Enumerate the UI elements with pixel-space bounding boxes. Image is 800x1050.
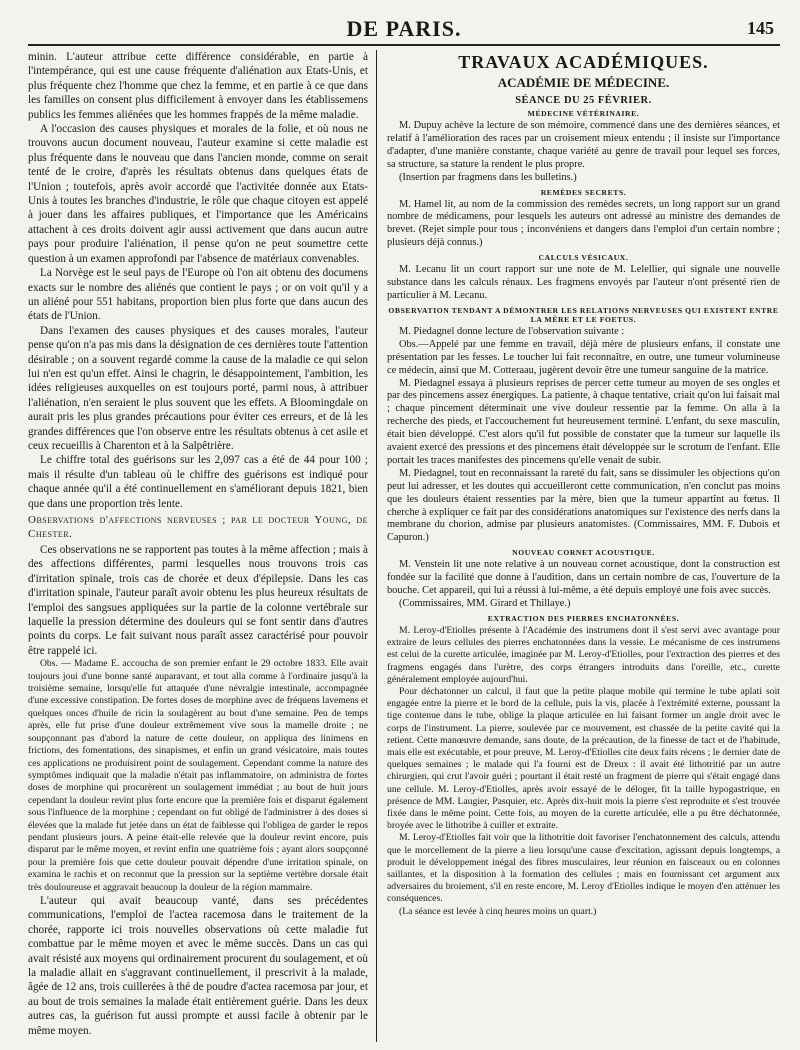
paragraph: L'auteur qui avait beaucoup vanté, dans ses précédentes communications, l'emploi de l'actea racemosa dans le traitement de la chorée, rapporte ici trois nouvelles observations où cette maladie fut combattue par le même moyen et avec le même succès. Dans un cas qui avait résisté aux moyens qui ordinairement procurent du soulagement, et où la maladie allait en s'aggravant continuellement, il prescrivit à la malade, âgée de 12 ans, trois cuillerées à thé de poudre d'actea racemosa par jour, et au bout de trois semaines la malade était entièrement guérie. Dans les deux autres cas, la guérison fut aussi prompte et aussi facile à obtenir par le même moyen. [28,894,368,1037]
paragraph: M. Piedagnel essaya à plusieurs reprises de percer cette tumeur au moyen de ses ongles et par des pincemens assez énergiques. La patiente, à chaque tentative, criait qu'on lui faisait mal ; chaque pincement déterminait une vive douleur ressentie par la femme. On alla à la recherche des pieds, et l'accouchement fut heureusement terminé. L'enfant, du sexe masculin, était bien développé. C'est alors qu'il fut possible de constater que la tumeur sur laquelle ils avaient exercé des pressions et des pincemens était développée sur le scrotum de l'enfant. Elle portait les traces manifestes des pincemens qu'elle venait de subir. [386,377,780,466]
paragraph: M. Leroy-d'Etiolles présente à l'Académie des instrumens dont il s'est servi avec avantage pour extraire de leurs cellules des pierres enchatonnées dans la vessie. Le mécanisme de ces instrumens est celui de la curette articulée, imaginée par M. Leroy-d'Etiolles, pour l'extraction des pierres et des fragmens engagés dans l'urètre, des corps étrangers introduits dans l'oreille, etc., curette généralement employée aujourd'hui. [386,624,780,685]
paragraph: M. Hamel lit, au nom de la commission des remèdes secrets, un long rapport sur un grand nombre de médicamens, pour lesquels les auteurs ont adressé au ministre des demandes de brevet. (Rejet simple pour tous ; inconvéniens et dangers dans l'emploi d'un certain nombre ; plusieurs déjà connus.) [386,198,780,249]
paragraph: M. Piedagnel, tout en reconnaissant la rareté du fait, sans se dissimuler les objections qu'on peut lui adresser, et les doutes qui accueilleront cette communication, n'en conclut pas moins que les douleurs étaient ressenties par la mère, bien que la tumeur appartînt au fœtus. Il cherche à expliquer ce fait par des considérations anatomiques sur l'existence des nerfs dans la membrane du chorion, admise par plusieurs anatomistes. (Commissaires, MM. F. Dubois et Capuron.) [386,467,780,544]
section-title: TRAVAUX ACADÉMIQUES. [458,52,709,72]
paragraph: (Insertion par fragmens dans les bulletins.) [398,171,577,183]
subsection-heading: OBSERVATION TENDANT A DÉMONTRER LES RELATIONS NERVEUSES QUI EXISTENT ENTRE LA MÈRE ET LE FOETUS. [388,305,779,324]
paragraph: minin. L'auteur attribue cette différence considérable, en partie à l'intempérance, qui est une cause fréquente d'aliénation aux Etats-Unis, et plus fréquente chez l'homme que chez la femme, et en partie à ce que dans les familles on consent plus difficilement à envoyer dans les établissemens publics les femmes aliénées que les hommes frappés de la même maladie. [28,51,368,121]
paragraph: Ces observations ne se rapportent pas toutes à la même affection ; mais à des affections différentes, parmi lesquelles nous trouvons trois cas d'irritation spinale, trois cas de chorée et deux d'épilepsie. Dans les cas d'irritation spinale, l'auteur paraît avoir obtenu les plus heureux résultats de l'emploi des sangsues appliquées sur la partie de la colonne vertébrale sur laquelle la pression détermine des douleurs qui se font sentir dans d'autres points du corps. Le fait suivant nous paraît assez caractérisé pour pouvoir être rappelé ici. [28,544,368,657]
paragraph: Dans l'examen des causes physiques et des causes morales, l'auteur pense qu'on n'a pas mis dans la désignation de ces dernières toute l'attention désirable ; on a souvent regardé comme la cause de la maladie ce qui selon lui n'en est qu'un effet. Ainsi le chagrin, le désappointement, l'ambition, les idées religieuses auxquelles on est toujours porté, parmi nous, à attribuer l'aliénation, n'en seraient le plus souvent que les effets. A Bloomingdale on aurait pris les plus grandes précautions pour éviter ces erreurs, et de là les grandes différences que l'on observe entre les résultats obtenus à cet asile et ceux recueillis à Charenton et à la Salpêtrière. [28,324,368,452]
paragraph: Pour déchatonner un calcul, il faut que la petite plaque mobile qui termine le tube aplati soit engagée entre la pierre et le bord de la cellule, puis la vis, placée à l'extrémité externe, poussant la tige contenue dans le tube, oblige la plaque articulée en lui faisant former un angle droit avec le corps de l'instrument. La pierre, soulevée par ce mouvement, est chassée de la petite cavité qui la retient. Cette manœuvre demande, sans doute, de la précaution, de la finesse de tact et de l'habitude, mais elle est exécutable, et pour preuve, M. Leroy-d'Etiolles cite deux faits récens ; le dernier date de quelques semaines ; le malade qui l'a fourni est de Dreux : il avait été lithotritié par un autre chirurgien, qui crut l'avoir guéri ; pourtant il était resté un fragment de pierre qui s'était engagé dans une cellule. M. Leroy-d'Etiolles, après avoir essayé de le déloger, fit la taille hypogastrique, en présence de MM. Laugier, Pasquier, etc. Après dix-huit mois la pierre s'est reproduite et s'est trouvée fixée dans le même point. Cette fois, au moyen de la curette articulée, elle a pu être déchatonnée, broyée avec le lithotribe à cuiller et extraite. [386,685,780,832]
page-header [28,14,780,46]
page-number: 145 [747,18,774,38]
subsection-heading: NOUVEAU CORNET ACOUSTIQUE. [512,548,655,558]
paragraph: (Commissaires, MM. Girard et Thillaye.) [398,598,571,609]
paragraph: M. Piedagnel donne lecture de l'observation suivante : [398,325,625,337]
paragraph: M. Leroy-d'Etiolles fait voir que la lithotritie doit favoriser l'enchatonnement des calculs, attendu que le morcellement de la pierre a lieu lorsqu'une cause d'excitation, agissant depuis longtemps, a produit le développement inégal des fibres musculaires, leur réunion en faisceaux ou en colonnes saillantes, et la disposition à la formation des cellules ; mais en fournissant cet argument aux adversaires du broiement, s'il en reste encore, M. Leroy d'Etiolles indique le moyen d'en atténuer les conséquences. [386,832,780,905]
paragraph: M. Dupuy achève la lecture de son mémoire, commencé dans une des dernières séances, et relatif à l'amélioration des races par un croisement mieux entendu ; il insiste sur l'importance d'adapter, d'une manière constante, chaque variété au genre de travail pour lequel ses forces, sa structure, sa stature la rendent le plus propre. [386,120,780,170]
paragraph: Obs.—Appelé par une femme en travail, déjà mère de plusieurs enfans, il constate une présentation par les fesses. Le toucher lui fait reconnaître, en outre, une tumeur volumineuse ce médecin, ainsi que M. Cotteraau, jugèrent devoir être une tumeur sanguine de la matrice. [386,338,780,376]
paragraph: (La séance est levée à cinq heures moins un quart.) [398,905,597,917]
section-subtitle: ACADÉMIE DE MÉDECINE. [497,75,670,90]
paragraph: M. Lecanu lit un court rapport sur une note de M. Lelellier, qui signale une nouvelle substance dans les calculs rénaux. Les fragmens envoyés par l'auteur n'ont présenté rien de particulier à M. Lecanu. [386,264,780,301]
columns [28,50,780,1042]
observations-title: Observations d'affections nerveuses ; par le docteur Young, de Chester. [28,514,368,540]
left-column [28,50,376,1042]
right-column [377,50,780,1042]
subsection-heading: EXTRACTION DES PIERRES ENCHATONNÉES. [487,613,680,623]
subsection-heading: CALCULS VÉSICAUX. [538,253,629,263]
paragraph: M. Venstein lit une note relative à un nouveau cornet acoustique, dont la construction est fondée sur la facilité que donne à l'audition, dans un certain nombre de cas, l'ouverture de la bouche. Cet appareil, qui lui a réussi à lui-même, a été depuis employé une fois avec succès. [386,559,780,597]
paragraph: Le chiffre total des guérisons sur les 2,097 cas a été de 44 pour 100 ; mais il résulte d'un tableau où le chiffre des guérisons est indiqué pour chaque année qu'il a été continuellement en s'améliorant depuis 1821, bien que dans une proportion très lente. [28,454,368,510]
subsection-heading: REMÈDES SECRETS. [540,187,627,197]
observation-case: Obs. — Madame E. accoucha de son premier enfant le 29 octobre 1833. Elle avait toujours joui d'une bonne santé auparavant, et tout alla comme à l'ordinaire jusqu'à la troisième semaine, lorsqu'elle fut attaquée d'une névralgie intestinale, accompagnée d'une excessive constipation. De fortes doses de morphine avec de fréquens lavemens et quelques onces d'huile de ricin la soulagèrent au bout d'une semaine. Peu de temps après, elle fut prise d'une douleur extrêmement vive sous la mamelle droite ; ne soupçonnant pas d'abord la nature de cette douleur, on appliqua des linimens en frictions, des fomentations, des sinapismes, et enfin un grand vésicatoire, mais toutes ces applications ne produisirent point de soulagement. Cependant comme la nature des symptômes indiquait que la maladie n'était pas inflammatoire, on administra de fortes doses de morphine qui procurèrent un soulagement immédiat ; au bout de huit jours cependant la douleur revint plus forte encore que la première fois et disparut également sous l'influence de la morphine ; cependant on fut obligé de l'administrer à des doses si élevées que la malade fut jetée dans un état de faiblesse qui l'obligea de garder le repos pendant plusieurs jours. A peine était-elle relevée que la douleur revint encore, puis disparut par le même moyen, et revint enfin une quatrième fois ; ayant alors soupçonné pour la première fois que cette douleur pouvait dépendre d'une irritation spinale, on examina le rachis et on reconnut que la pression sur la septième vertèbre dorsale était très douloureuse et aggravait beaucoup la douleur de la région mammaire. [28,658,368,893]
running-title: DE PARIS. [346,16,462,41]
subsection-heading: MÉDECINE VÉTÉRINAIRE. [527,109,640,118]
paragraph: A l'occasion des causes physiques et morales de la folie, et où nous ne trouvons aucun document nouveau, l'auteur examine si cette maladie est plus fréquente dans le nouveau que dans l'ancien monde, comme on serait tenté de le croire, d'après les résultats obtenus dans quelques états de l'Union ; toutefois, après avoir accordé que l'activitée donnée aux Etats-Unis à toutes les branches d'industrie, le rôle que chaque citoyen est appelé à jouer dans les affaires publiques, et l'importance que les Américains attachent à ces droits doivent agir aussi activement que dans aucun autre pays pour produire l'aliénation, il pense qu'on ne peut soumettre cette question à un examen approfondi par l'absence de matériaux convenables. [28,123,368,265]
paragraph: La Norvège est le seul pays de l'Europe où l'on ait obtenu des documens exacts sur le nombre des aliénés que contient le pays ; or on voit qu'il y a un aliéné pour 551 habitans, proportion bien plus forte que dans aucun des états de l'Union. [28,267,368,323]
session-date: SÉANCE DU 25 FÉVRIER. [515,95,652,106]
